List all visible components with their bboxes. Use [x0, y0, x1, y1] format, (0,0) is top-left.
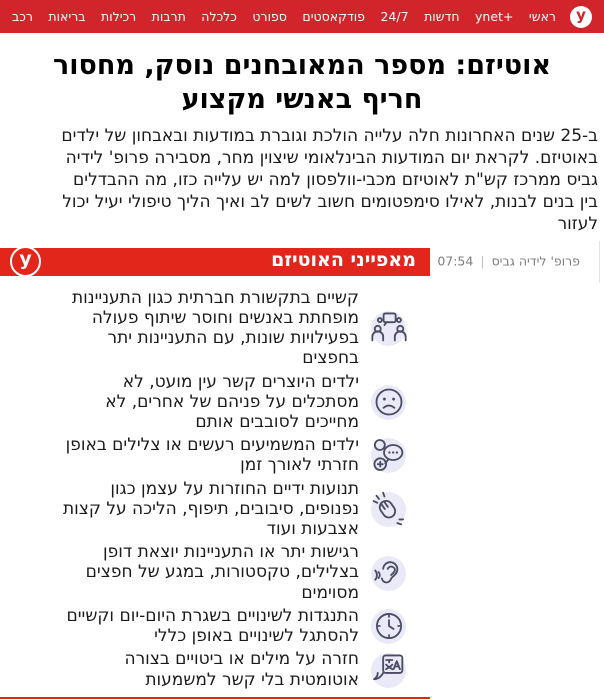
list-item	[50, 542, 410, 603]
list-item-text: תנועות ידיים החוזרות על עצמן כגון נפנופים, סיבובים, תיפוף, הליכה על קצות אצבעות ועוד	[62, 478, 359, 540]
author-name[interactable]: פרופ' לידיה גביס	[491, 253, 580, 269]
list-item	[50, 288, 410, 369]
ear-sensitivity-icon	[368, 553, 410, 593]
ynet-logo-letter: y	[576, 6, 586, 24]
nav-menu	[12, 9, 556, 24]
nav-24-7[interactable]: 24/7	[380, 9, 409, 24]
widget-edge-divider	[599, 241, 600, 283]
autism-characteristics-widget	[0, 246, 604, 699]
section-title: מאפייני האוטיזם	[271, 249, 416, 272]
article-lede: ב-25 שנים האחרונות חלה עלייה הולכת וגוברת במודעות ובאבחון של ילדים באוטיזם. לקראת יום המודעות הבינלאומי שיצוין מחר, מסבירה פרופ' לידיה גביס ממרכז קש"ת לאוטיזם מכבי-וולפסון למה יש עלייה כזו, מה ההבדלים בין בנים לבנות, לאילו סימפטומים חשוב לשים לב ואיך הליך טיפולי יעיל יכול לעזור	[61, 126, 598, 234]
ynet-badge-letter: y	[19, 248, 32, 271]
list-item	[50, 372, 410, 433]
people-communication-icon	[368, 308, 410, 348]
article-headline: אוטיזם: מספר המאובחנים נוסק, מחסור חריף באנשי מקצוע	[52, 50, 552, 116]
list-item	[50, 479, 410, 540]
nav-economy[interactable]: כלכלה	[201, 9, 237, 24]
ynet-logo-icon[interactable]	[570, 6, 592, 28]
nav-news[interactable]: חדשות	[424, 9, 460, 24]
symptom-list	[50, 288, 410, 690]
nav-health[interactable]: בריאות	[48, 9, 86, 24]
echolalia-translate-icon	[368, 650, 410, 690]
list-item-text: ילדים המשמיעים רעשים או צלילים באופן חזרתי לאורך זמן	[65, 435, 359, 476]
widget-header	[0, 246, 604, 276]
routine-clock-icon	[368, 606, 410, 646]
publish-time: 07:54	[437, 253, 474, 269]
nav-home[interactable]: ראשי	[528, 9, 556, 24]
top-navigation	[0, 0, 604, 33]
nav-ynet-plus[interactable]: ynet+	[475, 9, 514, 24]
nav-gossip[interactable]: רכילות	[100, 9, 137, 24]
list-item-text: קשיים בתקשורת חברתית כגון התעניינות מופחתת באנשים וחוסר שיתוף פעולה בפעילויות שונות, עם התעניינות יתר בחפצים	[72, 287, 359, 369]
reduced-eye-contact-face-icon	[368, 382, 410, 422]
section-banner	[0, 248, 430, 276]
nav-culture[interactable]: תרבות	[151, 9, 186, 24]
repetitive-sounds-bubbles-icon	[368, 435, 410, 475]
byline-separator: |	[480, 253, 485, 269]
ynet-badge-icon	[10, 246, 41, 277]
list-item	[50, 435, 410, 475]
clapping-hands-icon	[368, 489, 410, 529]
list-item	[50, 606, 410, 646]
byline	[437, 253, 580, 268]
list-item-text: רגישות יתר או התעניינות יוצאת דופן בצלילים, טקסטורות, במגע של חפצים מסוימים	[85, 542, 359, 603]
list-item	[50, 649, 410, 689]
section-bottom-rule	[0, 697, 430, 699]
nav-podcasts[interactable]: פודקאסטים	[302, 9, 365, 24]
list-item-text: ילדים היוצרים קשר עין מועט, לא מסתכלים על פניהם של אחרים, לא מחייכים לסובבים אותם	[105, 371, 359, 432]
list-item-text: חזרה על מילים או ביטויים בצורה אוטומטית בלי קשר למשמעות	[124, 649, 359, 690]
nav-sports[interactable]: ספורט	[252, 9, 287, 24]
article-main	[0, 49, 604, 699]
list-item-text: התנגדות לשינויים בשגרת היום-יום וקשיים להסתגל לשינויים באופן כללי	[66, 605, 359, 647]
nav-cars[interactable]: רכב	[12, 9, 33, 24]
